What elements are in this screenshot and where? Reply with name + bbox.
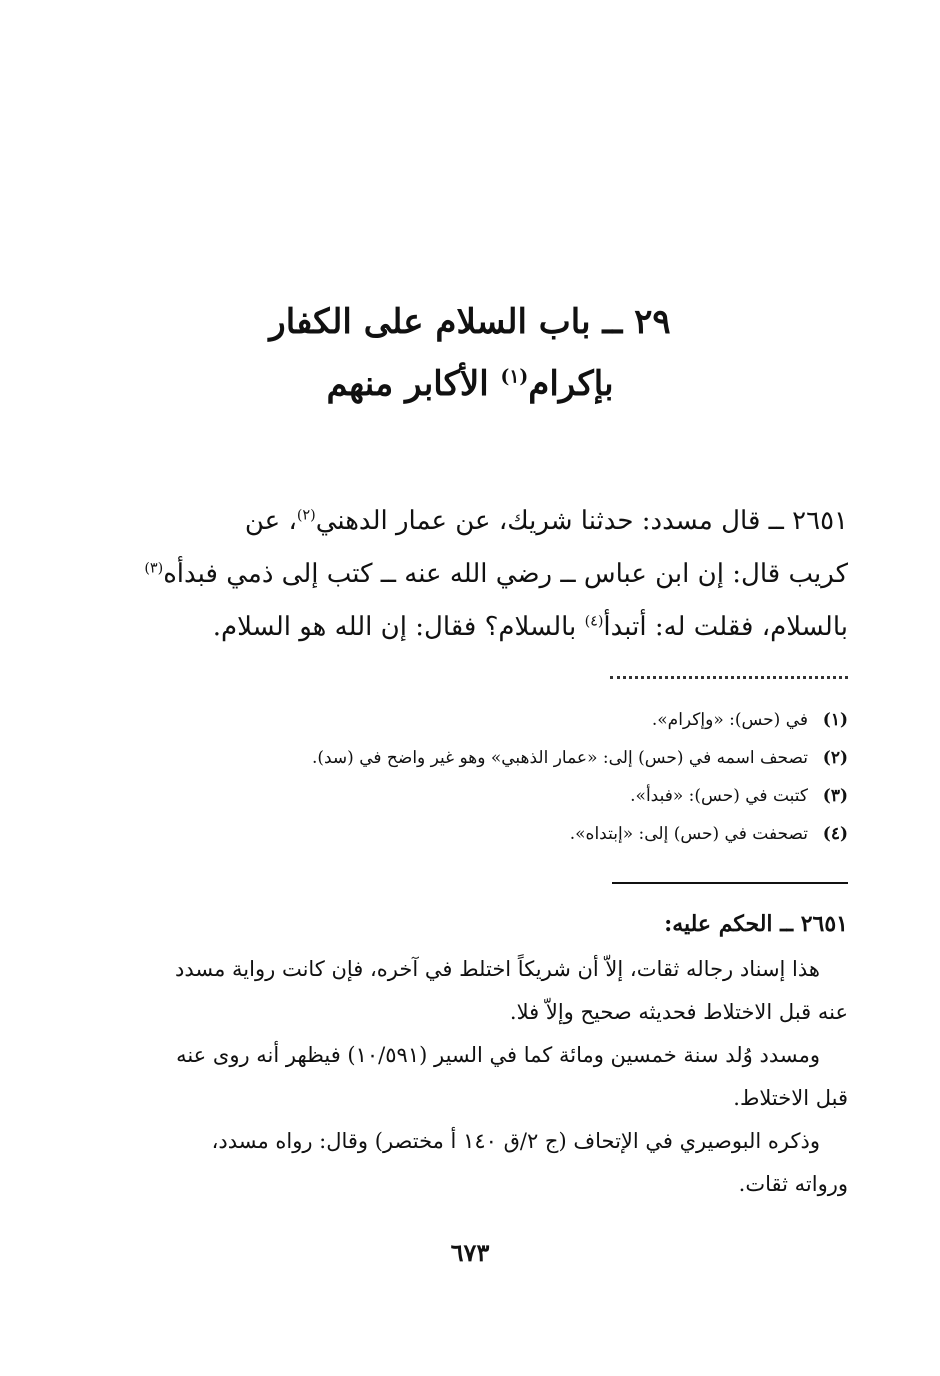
footnote-item: [148, 817, 848, 855]
section-divider: [612, 882, 848, 884]
footnote-separator-dots: [610, 676, 848, 679]
ruling-paragraph: [94, 948, 848, 1034]
ruling-text: [94, 948, 848, 1206]
footnote-text: في (حس): «وإكرام».: [651, 710, 808, 730]
chapter-subtitle-text-start: بإكرام: [528, 364, 614, 404]
ruling-heading: ٢٦٥١ ــ الحكم عليه:: [664, 911, 848, 937]
page-number: ٦٧٣: [450, 1238, 490, 1267]
ruling-line: قبل الاختلاط.: [733, 1086, 848, 1110]
footnote-mark-2[interactable]: (٢): [296, 507, 316, 524]
hadith-line3-start: بالسلام، فقلت له: أتبدأ: [603, 612, 848, 642]
chapter-subtitle: [200, 364, 740, 404]
chapter-title: [200, 302, 740, 342]
footnote-item: [148, 703, 848, 741]
hadith-line: [86, 495, 848, 548]
hadith-line1-end: ، عن: [244, 506, 297, 536]
hadith-line3-end: بالسلام؟ فقال: إن الله هو السلام.: [212, 612, 585, 642]
ruling-paragraph: [94, 1034, 848, 1120]
ruling-line: هذا إسناد رجاله ثقات، إلاّ أن شريكاً اختلط في آخره، فإن كانت رواية مسدد: [175, 957, 820, 981]
chapter-subtitle-text-end: الأكابر منهم: [326, 364, 501, 404]
footnote-mark-3[interactable]: (٣): [144, 560, 164, 577]
hadith-line2-start: كريب قال: إن ابن عباس ــ رضي الله عنه ــ كتب إلى ذمي فبدأه: [163, 559, 848, 589]
ruling-line: ومسدد وُلد سنة خمسين ومائة كما في السير (١٠/٥٩١) فيظهر أنه روى عنه: [176, 1043, 820, 1067]
footnote-number: (٤): [822, 824, 848, 844]
footnote-text: كتبت في (حس): «فبدأ».: [630, 786, 808, 806]
footnote-item: [148, 741, 848, 779]
hadith-line1-start: ٢٦٥١ ــ قال مسدد: حدثنا شريك، عن عمار الدهني: [315, 506, 848, 536]
hadith-text: [86, 495, 848, 654]
footnote-text: تصحف اسمه في (حس) إلى: «عمار الذهبي» وهو غير واضح في (سد).: [311, 748, 808, 768]
footnote-mark-4[interactable]: (٤): [584, 613, 604, 630]
footnote-number: (١): [822, 710, 848, 730]
ruling-paragraph: [94, 1120, 848, 1206]
footnote-number: (٢): [822, 748, 848, 768]
footnote-item: [148, 779, 848, 817]
ruling-line: عنه قبل الاختلاط فحديثه صحيح وإلاّ فلا.: [509, 1000, 848, 1024]
hadith-line: [86, 601, 848, 654]
ruling-line: وذكره البوصيري في الإتحاف (ج ٢/ق ١٤٠ أ مختصر) وقال: رواه مسدد،: [211, 1129, 820, 1153]
chapter-title-line1: ٢٩ ــ باب السلام على الكفار: [269, 302, 671, 342]
hadith-line: [86, 548, 848, 601]
footnote-number: (٣): [822, 786, 848, 806]
footnote-text: تصحفت في (حس) إلى: «إبتداه».: [569, 824, 808, 844]
footnotes: [148, 703, 848, 855]
ruling-line: ورواته ثقات.: [738, 1172, 848, 1196]
footnote-mark-1[interactable]: (١): [500, 365, 529, 388]
